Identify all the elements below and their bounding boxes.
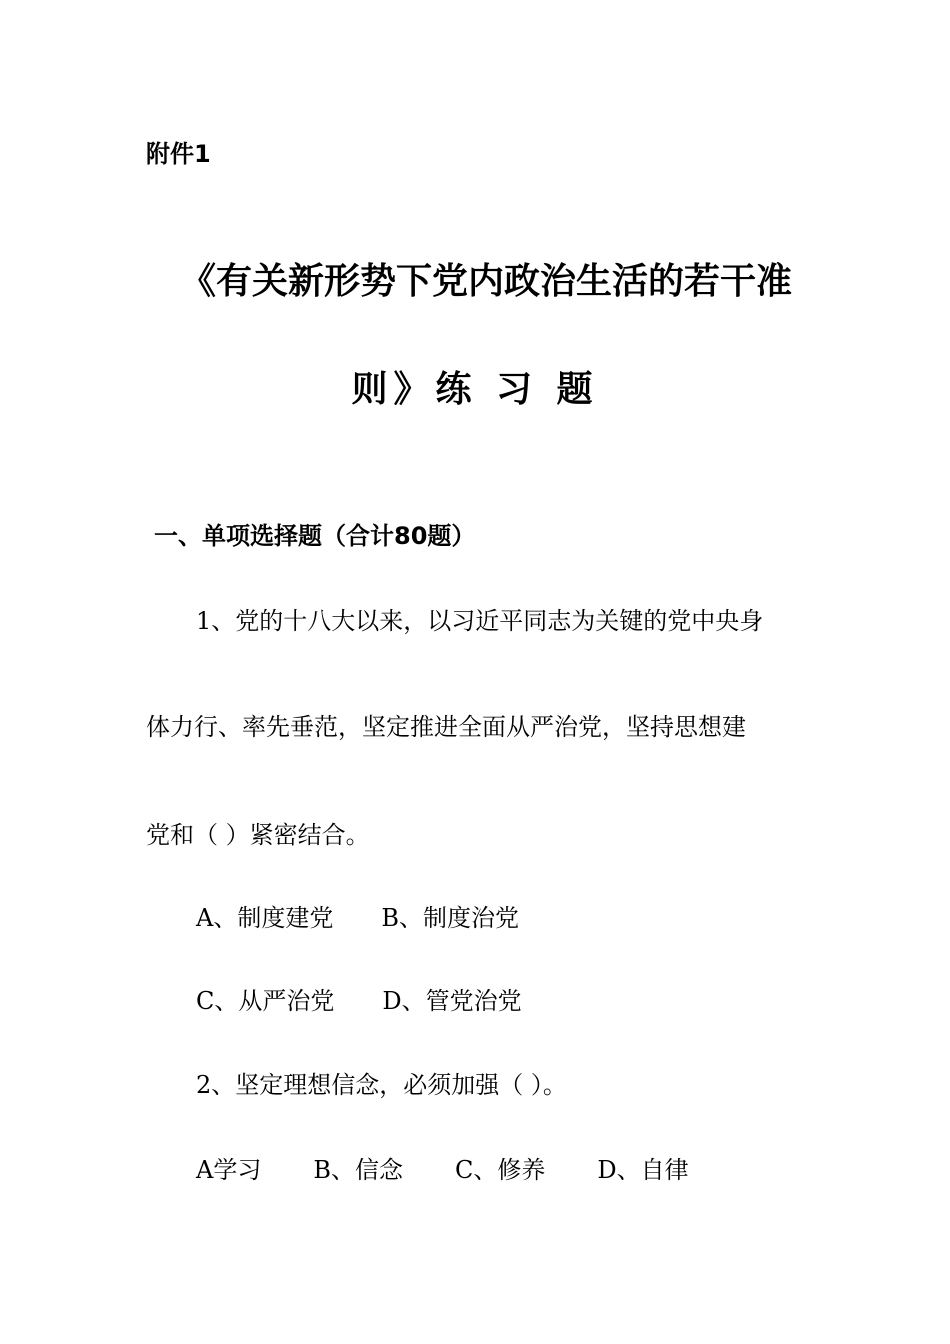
question-1-option-b: B、制度治党: [381, 904, 519, 932]
question-2-options-row: [196, 1153, 689, 1187]
question-1-option-d: D、管党治党: [382, 987, 522, 1015]
question-1-options-row-1: [196, 901, 519, 935]
question-2-option-d: D、自律: [597, 1156, 689, 1184]
section-heading: 一、单项选择题（合计80题）: [154, 522, 476, 550]
question-1-line-3: 党和（ ）紧密结合。: [146, 821, 370, 849]
question-1-options-row-2: [196, 984, 522, 1018]
question-1-line-1: 1、党的十八大以来，以习近平同志为关键的党中央身: [196, 607, 764, 635]
question-1-option-c: C、从严治党: [196, 987, 335, 1015]
question-2-line-1: 2、坚定理想信念，必须加强（ ）。: [196, 1071, 567, 1099]
question-2-option-a: A学习: [196, 1156, 262, 1184]
question-2-option-b: B、信念: [313, 1156, 403, 1184]
question-1-option-a: A、制度建党: [196, 904, 334, 932]
question-1-line-2: 体力行、率先垂范，坚定推进全面从严治党，坚持思想建: [146, 713, 746, 741]
question-2-option-c: C、修养: [454, 1156, 546, 1184]
document-title-line-1: 《有关新形势下党内政治生活的若干准: [180, 260, 793, 302]
attachment-label: 附件1: [146, 140, 211, 168]
document-title-line-2: 则》练 习 题: [351, 368, 599, 410]
